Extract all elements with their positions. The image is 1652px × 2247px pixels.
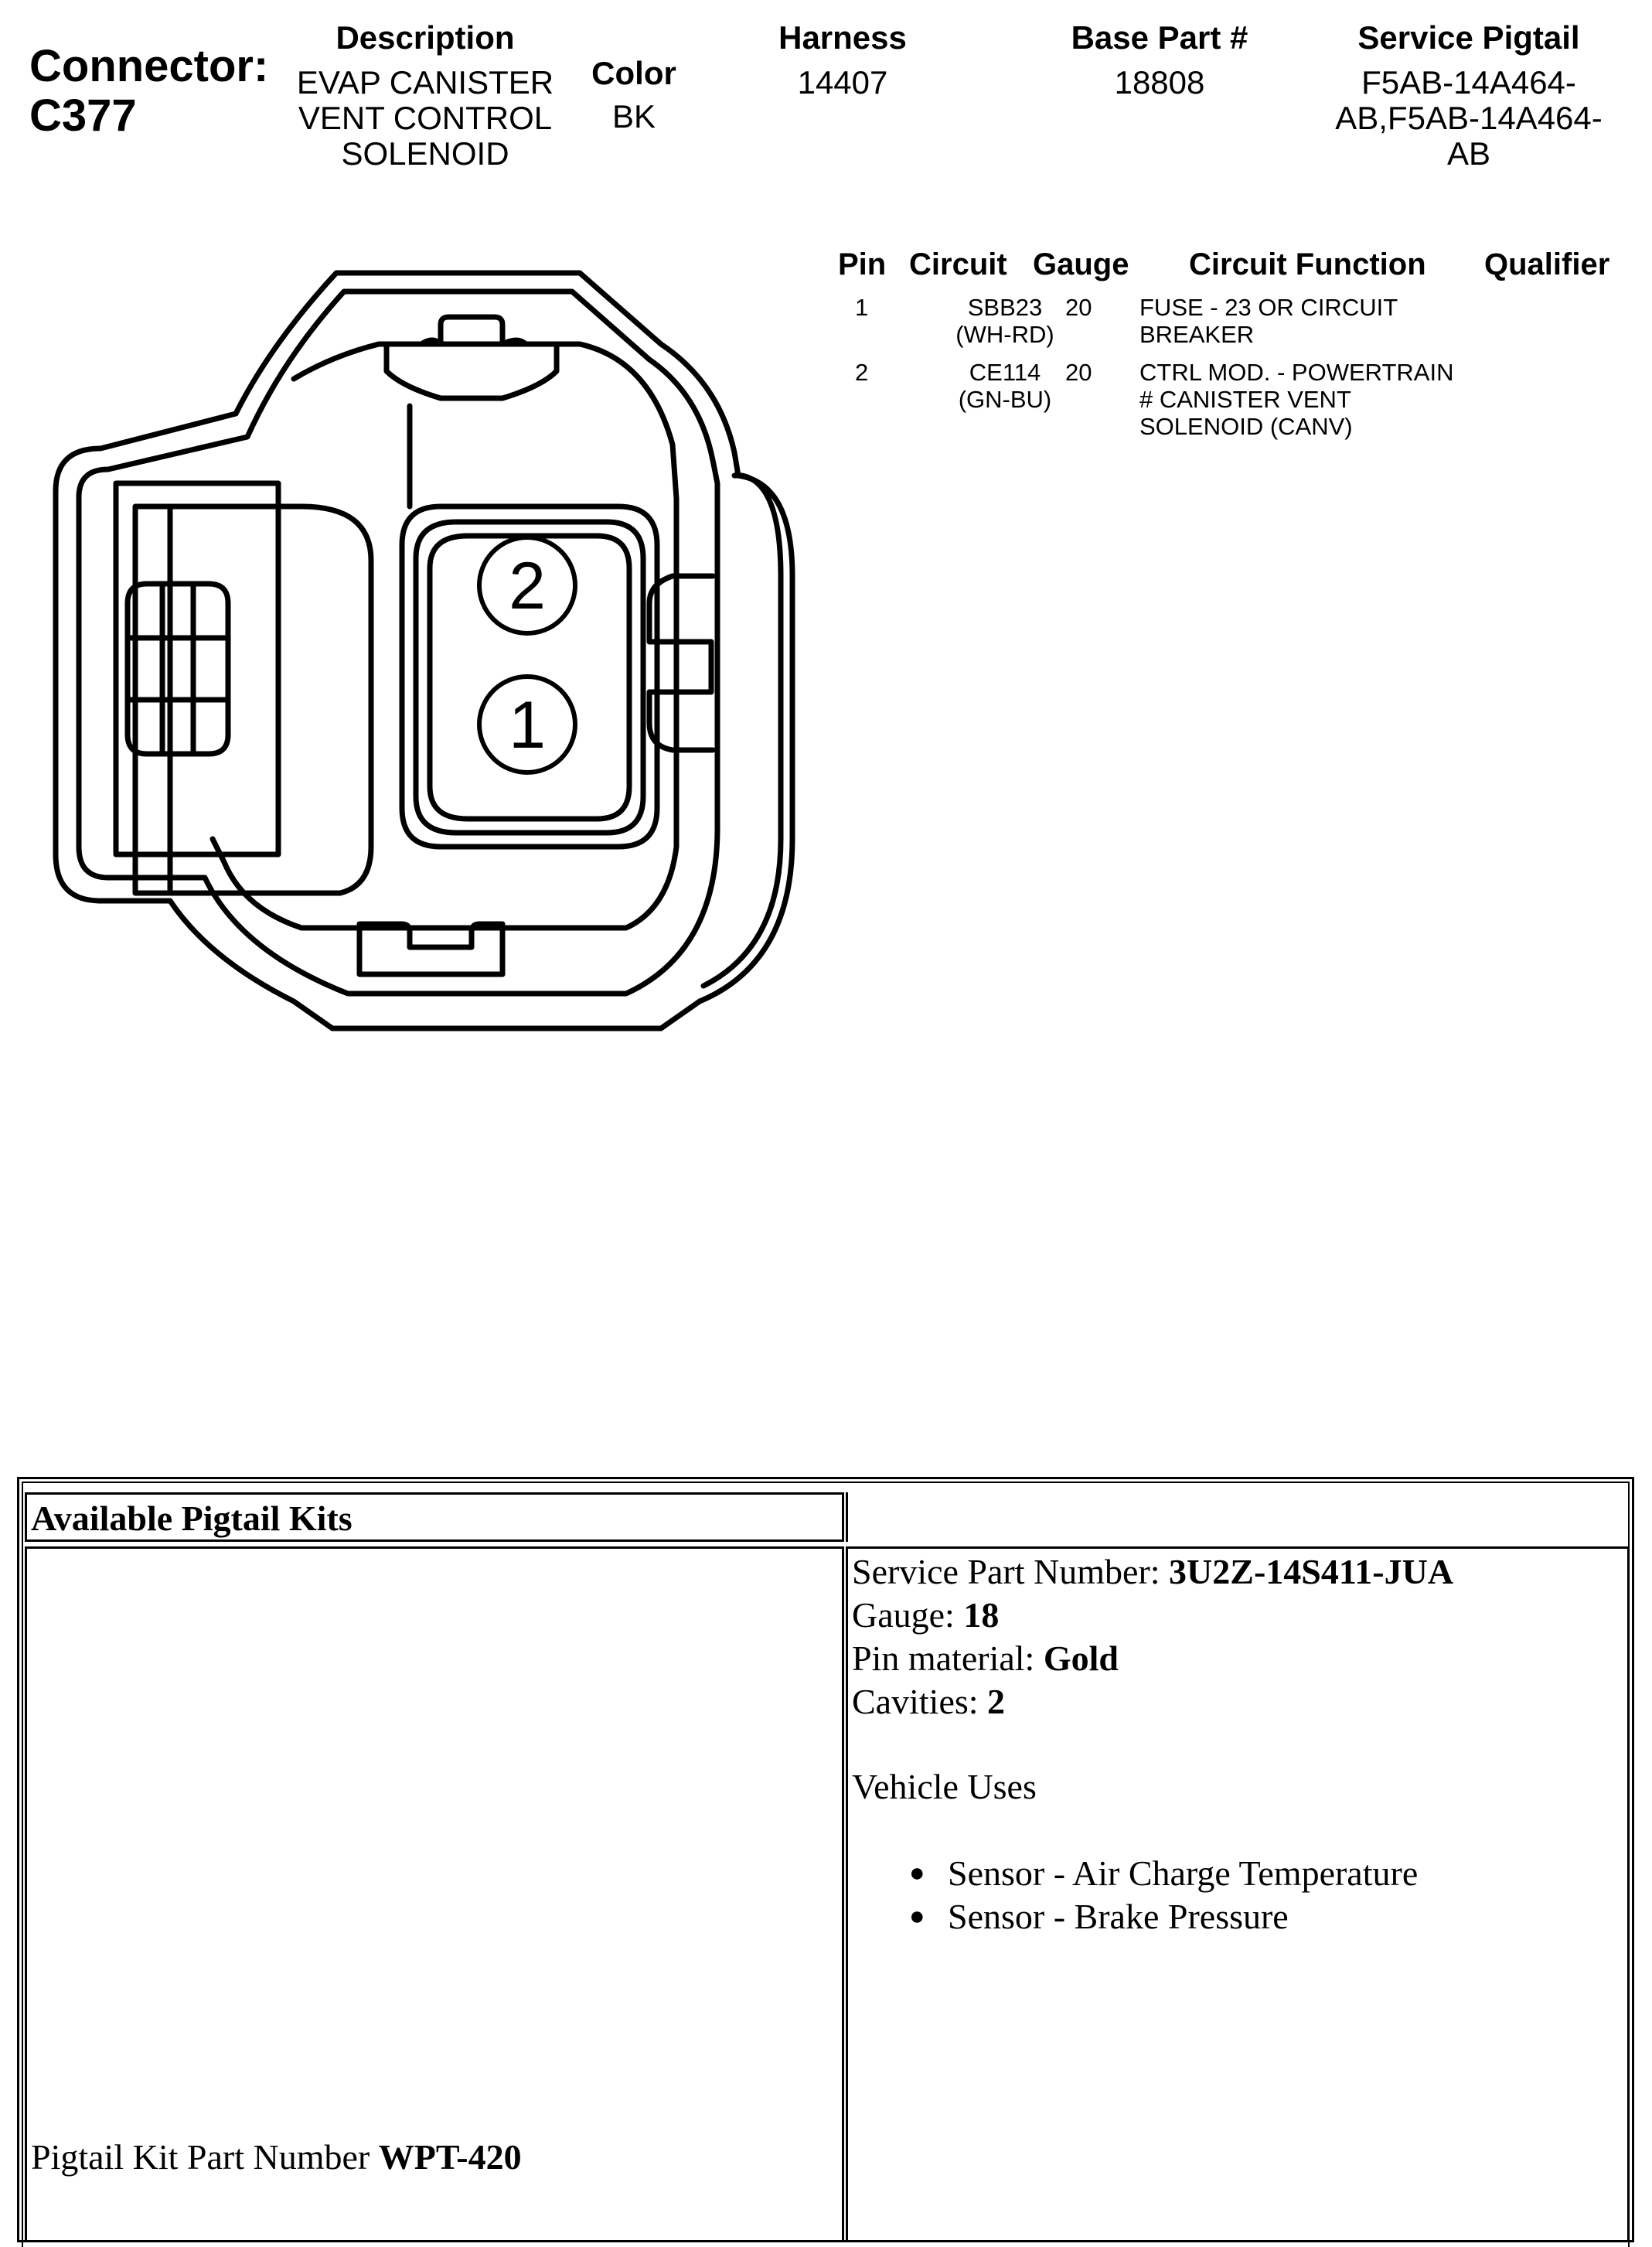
- pigtail-kit-part-number: [31, 2137, 522, 2177]
- cavities-label: Cavities:: [852, 1682, 988, 1721]
- description-value: EVAP CANISTER VENT CONTROL SOLENOID: [296, 64, 554, 172]
- service-part-label: Service Part Number:: [852, 1552, 1170, 1591]
- base-part-column: [1036, 19, 1283, 101]
- vehicle-uses-title: Vehicle Uses: [852, 1767, 1037, 1806]
- bullet-icon: ●: [909, 1902, 925, 1931]
- kit-part-label: Pigtail Kit Part Number: [31, 2137, 379, 2177]
- connector-label: [29, 42, 268, 141]
- description-column: [278, 19, 572, 172]
- pigtail-title-cell-right: [846, 1492, 1630, 1542]
- base-part-value: 18808: [1114, 64, 1205, 101]
- gauge-label: Gauge:: [852, 1595, 964, 1635]
- circuit-function-value: CTRL MOD. - POWERTRAIN # CANISTER VENT SOLENOID (CANV): [1139, 359, 1454, 440]
- color-value: BK: [611, 98, 656, 135]
- connector-id: C377: [29, 90, 137, 141]
- base-part-label: Base Part #: [1071, 19, 1248, 56]
- list-item: [852, 1895, 1453, 1938]
- connector-label-line1: Connector:: [29, 41, 269, 91]
- vehicle-use-text: Sensor - Brake Pressure: [948, 1897, 1289, 1936]
- service-part-row: [852, 1550, 1453, 1594]
- connector-face-diagram: [39, 251, 819, 1040]
- service-pigtail-column: [1314, 19, 1623, 172]
- pin-material-label: Pin material:: [852, 1638, 1044, 1678]
- vehicle-uses-list: [852, 1852, 1453, 1938]
- service-pigtail-label: Service Pigtail: [1357, 19, 1580, 56]
- qualifier-header: Qualifier: [1484, 247, 1610, 281]
- circuit-header: Circuit: [909, 247, 1007, 281]
- housing-inner-outline: [79, 292, 717, 994]
- vehicle-use-text: Sensor - Air Charge Temperature: [948, 1853, 1419, 1893]
- gauge-header: Gauge: [1033, 247, 1129, 281]
- bottom-tab: [359, 924, 502, 974]
- inner-shroud: [213, 344, 676, 928]
- service-part-value: 3U2Z-14S411-JUA: [1169, 1552, 1454, 1591]
- description-label: Description: [336, 19, 515, 56]
- left-latch-grip: [128, 584, 228, 754]
- pin-number: 2: [855, 359, 869, 386]
- gauge-row: [852, 1594, 1453, 1637]
- kit-part-value: WPT-420: [378, 2137, 522, 2177]
- left-latch-block: [116, 483, 278, 854]
- harness-column: [727, 19, 959, 101]
- gauge-value: 18: [963, 1595, 1000, 1635]
- pigtail-details: [852, 1550, 1453, 1938]
- top-tab: [387, 317, 557, 398]
- pin-material-value: Gold: [1043, 1638, 1119, 1678]
- pin-number: 1: [855, 294, 869, 321]
- cavities-row: [852, 1680, 1453, 1724]
- list-item: [852, 1852, 1453, 1895]
- service-pigtail-value: F5AB-14A464- AB,F5AB-14A464- AB: [1335, 64, 1603, 172]
- circuit-function-value: FUSE - 23 OR CIRCUIT BREAKER: [1139, 294, 1398, 348]
- cavities-value: 2: [987, 1682, 1006, 1721]
- pin-2-label: 2: [509, 549, 546, 623]
- pin-1-label: 1: [509, 688, 546, 762]
- bullet-icon: ●: [909, 1859, 925, 1887]
- gauge-value: 20: [1065, 359, 1092, 386]
- circuit-value: CE114 (GN-BU): [958, 359, 1052, 413]
- circuit-function-header: Circuit Function: [1189, 247, 1426, 281]
- circuit-value: SBB23 (WH-RD): [955, 294, 1054, 348]
- gauge-value: 20: [1065, 294, 1092, 321]
- color-label: Color: [591, 55, 676, 91]
- harness-label: Harness: [778, 19, 907, 56]
- harness-value: 14407: [797, 64, 888, 101]
- pigtail-kits-title: Available Pigtail Kits: [31, 1499, 353, 1538]
- pin-header: Pin: [838, 247, 887, 281]
- pin-material-row: [852, 1637, 1453, 1680]
- color-column: [572, 54, 696, 135]
